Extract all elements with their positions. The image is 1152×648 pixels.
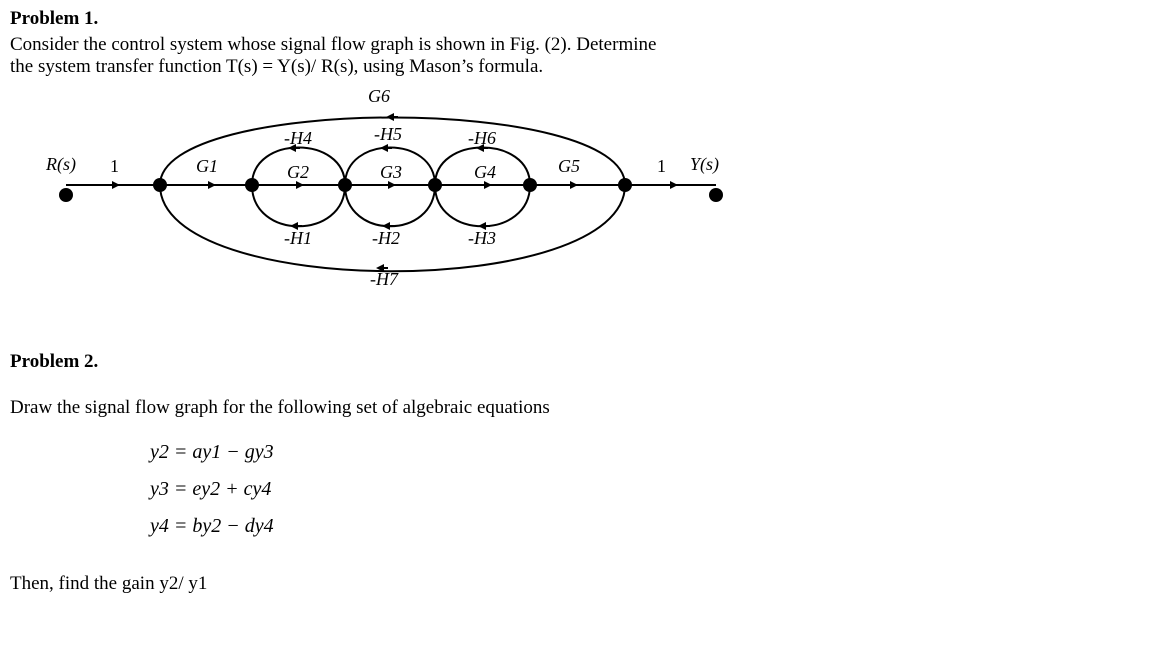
h3-branch: [435, 185, 530, 226]
input-gain-label: 1: [110, 156, 119, 176]
h3-label: -H3: [468, 228, 496, 248]
g2-label: G2: [287, 162, 309, 182]
problem2-heading: Problem 2.: [10, 351, 99, 372]
h4-label: -H4: [284, 128, 312, 148]
h2-label: -H2: [372, 228, 400, 248]
g6-label: G6: [368, 86, 390, 106]
input-node: [59, 188, 73, 202]
problem2-instruction: Draw the signal flow graph for the following set of algebraic equations: [10, 397, 550, 418]
problem1-line2: the system transfer function T(s) = Y(s)/ R(s), using Mason’s formula.: [10, 56, 544, 77]
equation-3: y4 = by2 − dy4: [150, 515, 274, 537]
h7-label: -H7: [370, 269, 398, 289]
node-1: [153, 178, 167, 192]
input-label: R(s): [46, 154, 76, 174]
output-gain-label: 1: [657, 156, 666, 176]
output-node: [709, 188, 723, 202]
node-6: [618, 178, 632, 192]
h6-label: -H6: [468, 128, 496, 148]
h1-branch: [252, 185, 345, 226]
output-label: Y(s): [690, 154, 720, 174]
h2-branch: [345, 185, 435, 226]
node-4: [428, 178, 442, 192]
h5-label: -H5: [374, 124, 402, 144]
equation-1: y2 = ay1 − gy3: [150, 441, 274, 463]
node-2: [245, 178, 259, 192]
g1-label: G1: [196, 156, 218, 176]
g4-label: G4: [474, 162, 496, 182]
g5-label: G5: [558, 156, 580, 176]
problem1-line1: Consider the control system whose signal flow graph is shown in Fig. (2). Determine: [10, 34, 657, 55]
problem2-closing: Then, find the gain y2/ y1: [10, 573, 208, 594]
h1-label: -H1: [284, 228, 312, 248]
node-5: [523, 178, 537, 192]
node-3: [338, 178, 352, 192]
g3-label: G3: [380, 162, 402, 182]
problem1-heading: Problem 1.: [10, 8, 99, 29]
equation-2: y3 = ey2 + cy4: [150, 478, 272, 500]
